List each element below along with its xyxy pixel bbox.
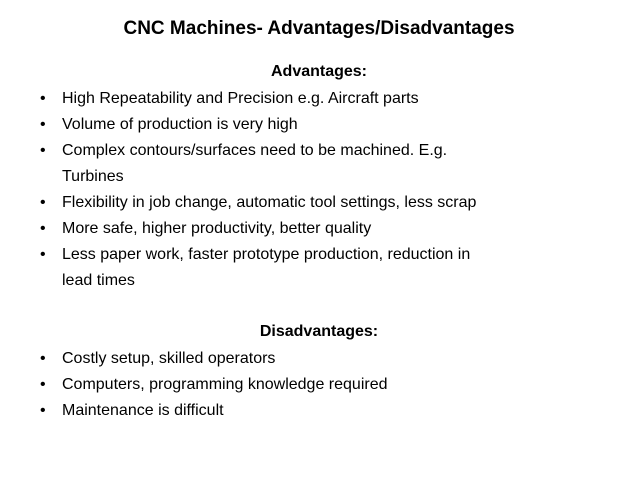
advantage-text: Flexibility in job change, automatic tool settings, less scrap <box>62 194 477 211</box>
advantage-text: High Repeatability and Precision e.g. Aircraft parts <box>62 90 419 107</box>
bullet-icon: • <box>40 402 46 419</box>
list-item <box>0 346 600 372</box>
list-item <box>0 190 600 216</box>
bullet-icon: • <box>40 194 46 211</box>
disadvantage-text: Computers, programming knowledge required <box>62 376 388 393</box>
advantage-text: More safe, higher productivity, better quality <box>62 220 372 237</box>
advantage-text-line: Turbines <box>62 168 124 185</box>
bullet-icon: • <box>40 376 46 393</box>
list-item <box>0 112 600 138</box>
list-item <box>0 398 600 424</box>
bullet-icon: • <box>40 246 46 263</box>
disadvantages-heading: Disadvantages: <box>259 323 379 340</box>
list-item <box>0 138 600 190</box>
advantages-heading: Advantages: <box>270 63 368 80</box>
advantages-list <box>0 86 600 294</box>
bullet-icon: • <box>40 142 46 159</box>
advantage-text: Volume of production is very high <box>62 116 298 133</box>
disadvantage-text: Costly setup, skilled operators <box>62 350 276 367</box>
disadvantage-text: Maintenance is difficult <box>62 402 224 419</box>
advantage-text-line: Complex contours/surfaces need to be machined. E.g. <box>62 142 448 159</box>
list-item <box>0 216 600 242</box>
bullet-icon: • <box>40 350 46 367</box>
advantage-text <box>62 138 447 190</box>
bullet-icon: • <box>40 220 46 237</box>
advantage-text-line: lead times <box>62 272 135 289</box>
bullet-icon: • <box>40 116 46 133</box>
list-item <box>0 86 600 112</box>
slide-title: CNC Machines- Advantages/Disadvantages <box>123 18 515 39</box>
bullet-icon: • <box>40 90 46 107</box>
advantage-text-line: Less paper work, faster prototype production, reduction in <box>62 246 471 263</box>
advantage-text <box>62 242 470 294</box>
list-item <box>0 372 600 398</box>
list-item <box>0 242 600 294</box>
disadvantages-list <box>0 346 600 424</box>
